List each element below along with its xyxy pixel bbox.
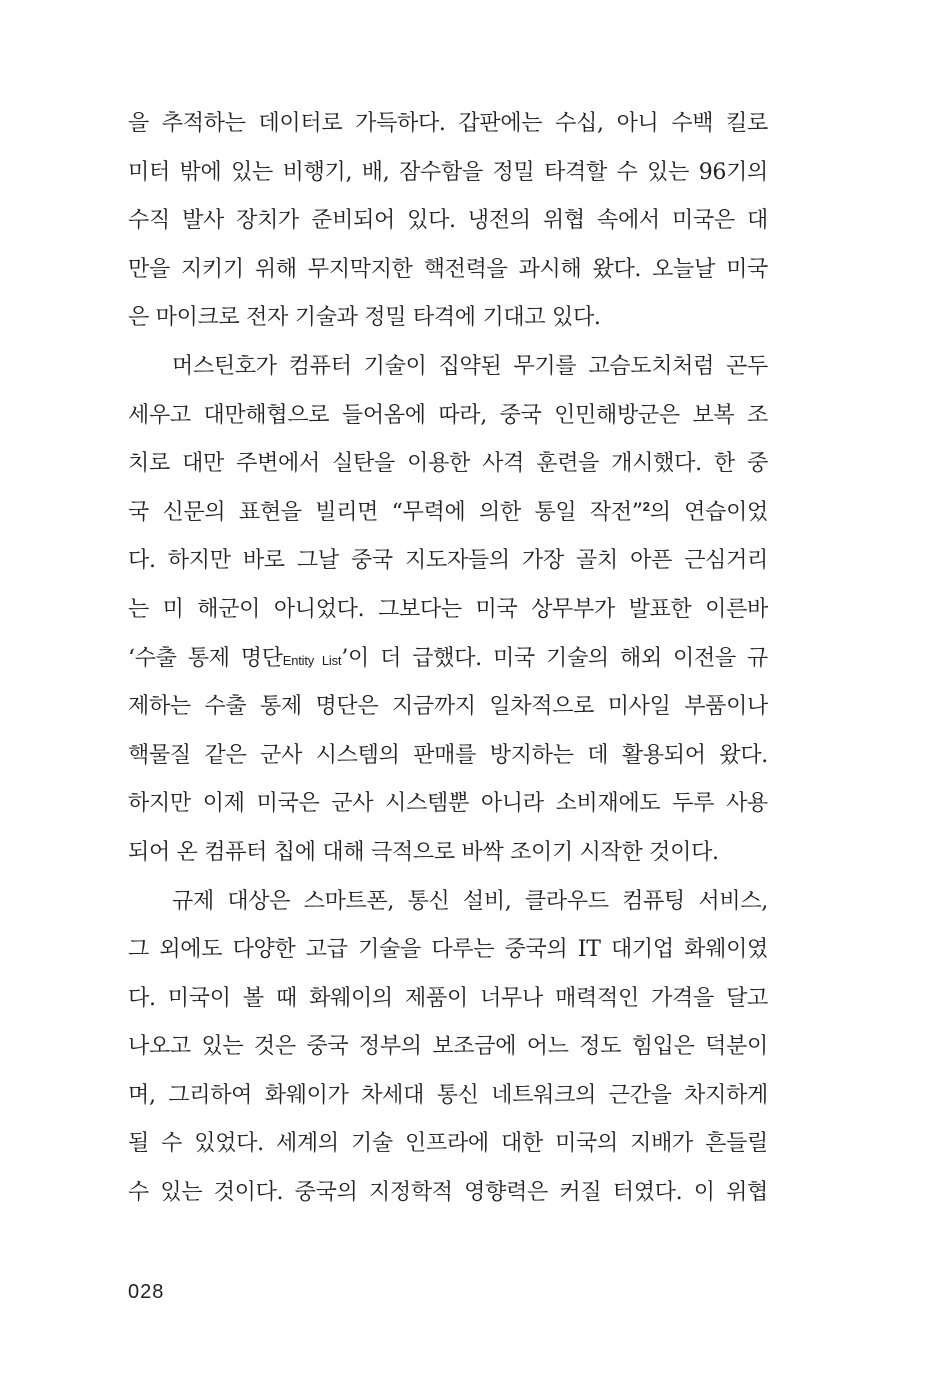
text-line: 치로 대만 주변에서 실탄을 이용한 사격 훈련을 개시했다. 한 중: [128, 451, 768, 477]
text-line: 만을 지키기 위해 무지막지한 핵전력을 과시해 왔다. 오늘날 미국: [128, 256, 768, 282]
text-run: 국 신문의 표현을 빌리면 “무력에 의한 통일 작전”: [128, 499, 643, 525]
text-line: 미터 밖에 있는 비행기, 배, 잠수함을 정밀 타격할 수 있는 96기의: [128, 159, 768, 185]
text-line: 세우고 대만해협으로 들어옴에 따라, 중국 인민해방군은 보복 조: [128, 402, 768, 428]
text-line: 은 마이크로 전자 기술과 정밀 타격에 기대고 있다.: [128, 305, 601, 331]
english-gloss: Entity List: [282, 652, 342, 668]
text-line: 하지만 이제 미국은 군사 시스템뿐 아니라 소비재에도 두루 사용: [128, 791, 768, 817]
text-run: ’이 더 급했다. 미국 기술의 해외 이전을 규: [341, 645, 769, 671]
text-line: 규제 대상은 스마트폰, 통신 설비, 클라우드 컴퓨팅 서비스,: [172, 888, 768, 914]
text-line: 을 추적하는 데이터로 가득하다. 갑판에는 수십, 아니 수백 킬로: [128, 111, 768, 136]
text-line: 되어 온 컴퓨터 칩에 대해 극적으로 바싹 조이기 시작한 것이다.: [128, 839, 719, 865]
text-line: 나오고 있는 것은 중국 정부의 보조금에 어느 정도 힘입은 덕분이: [128, 1034, 768, 1060]
text-run: 의 연습이었: [649, 499, 768, 525]
text-line: 며, 그리하여 화웨이가 차세대 통신 네트워크의 근간을 차지하게: [128, 1082, 768, 1108]
text-line: 그 외에도 다양한 고급 기술을 다루는 중국의 IT 대기업 화웨이였: [128, 937, 768, 963]
text-line-with-footnote: [128, 489, 768, 538]
text-line: 제하는 수출 통제 명단은 지금까지 일차적으로 미사일 부품이나: [128, 694, 768, 720]
text-run: ‘수출 통제 명단: [128, 645, 283, 671]
text-line: 수직 발사 장치가 준비되어 있다. 냉전의 위협 속에서 미국은 대: [128, 208, 768, 234]
text-line: 될 수 있었다. 세계의 기술 인프라에 대한 미국의 지배가 흔들릴: [128, 1131, 768, 1157]
text-line: 는 미 해군이 아니었다. 그보다는 미국 상무부가 발표한 이른바: [128, 596, 768, 622]
text-line: 수 있는 것이다. 중국의 지정학적 영향력은 커질 터였다. 이 위협: [128, 1180, 768, 1206]
page-number: 028: [128, 1281, 165, 1303]
text-line-with-gloss: [128, 635, 768, 684]
text-line: 다. 하지만 바로 그날 중국 지도자들의 가장 골치 아픈 근심거리: [128, 548, 768, 574]
text-line: 머스틴호가 컴퓨터 기술이 집약된 무기를 고슴도치처럼 곤두: [172, 353, 768, 379]
text-line: 다. 미국이 볼 때 화웨이의 제품이 너무나 매력적인 가격을 달고: [128, 985, 768, 1011]
footnote-marker: 2: [642, 498, 650, 514]
body-text: [128, 100, 768, 1218]
text-line: 핵물질 같은 군사 시스템의 판매를 방지하는 데 활용되어 왔다.: [128, 742, 768, 768]
